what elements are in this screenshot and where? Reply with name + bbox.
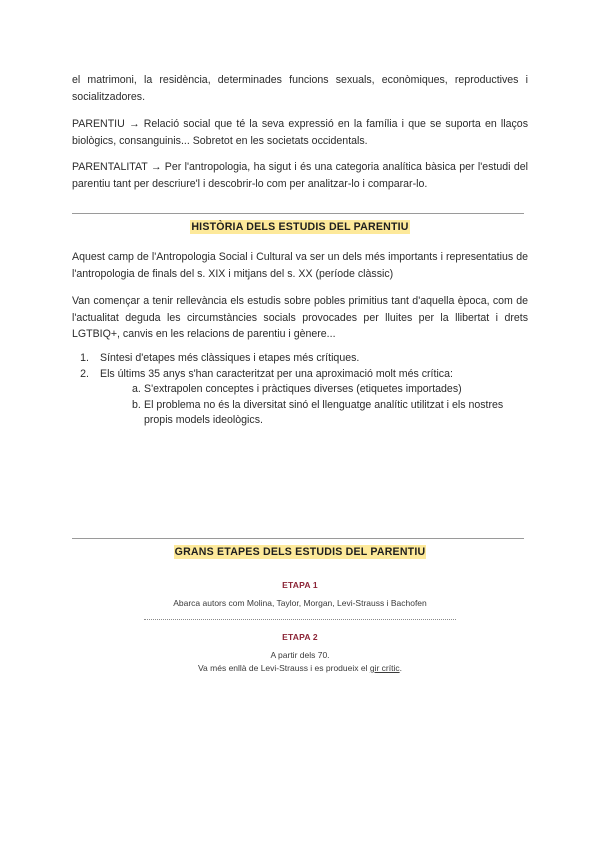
historia-paragraph-2: Van començar a tenir rellevància els estudis sobre pobles primitius tant d'aquella època, com de l'actualitat deguda les circumstàncies socials provocades per lluites per la llibertat i drets LGTBIQ+, canvis en les relacions de parentiu i gènere... bbox=[72, 295, 528, 340]
definition-parentiu bbox=[72, 116, 528, 149]
list-item: 2. Els últims 35 anys s'han caracteritzat per una aproximació molt més crítica: bbox=[80, 367, 453, 380]
section-heading-historia: HISTÒRIA DELS ESTUDIS DEL PARENTIU bbox=[191, 221, 409, 233]
historia-list bbox=[72, 351, 528, 429]
sub-list-item: a. S'extrapolen conceptes i pràctiques diverses (etiquetes importades) bbox=[132, 383, 462, 395]
definition-text: Relació social que té la seva expressió en la família i que se suporta en llaços biològics, consanguinis... Sobretot en les societats occidentals. bbox=[72, 118, 528, 147]
definition-parentalitat bbox=[72, 159, 528, 192]
historia-paragraph-1: Aquest camp de l'Antropologia Social i Cultural va ser un dels més importants i representatius de l'antropologia de finals del s. XIX i mitjans del s. XX (període clàssic) bbox=[72, 251, 528, 280]
section-divider bbox=[72, 538, 524, 539]
section-divider bbox=[72, 213, 524, 214]
list-item: 1. Síntesi d'etapes més clàssiques i etapes més crítiques. bbox=[80, 352, 360, 364]
section-heading-grans-etapes: GRANS ETAPES DELS ESTUDIS DEL PARENTIU bbox=[174, 546, 426, 558]
gir-critic-link[interactable]: gir crític bbox=[369, 663, 400, 673]
arrow-icon: → bbox=[150, 161, 162, 173]
intro-continuation: el matrimoni, la residència, determinades funcions sexuals, econòmiques, reproductives i socialitzadores. bbox=[72, 74, 528, 103]
etapa-2-line-2: Va més enllà de Levi-Strauss i es produeix el gir crític. bbox=[198, 663, 402, 673]
dotted-separator bbox=[144, 619, 456, 620]
definition-text: Per l'antropologia, ha sigut i és una categoria analítica bàsica per l'estudi del parentiu tant per descriure'l i descobrir-lo com per analitzar-lo i comparar-lo. bbox=[72, 161, 528, 190]
definition-term: PARENTALITAT bbox=[72, 161, 148, 173]
etapa-1-title: ETAPA 1 bbox=[282, 580, 318, 590]
arrow-icon: → bbox=[128, 118, 140, 130]
definition-term: PARENTIU bbox=[72, 118, 125, 130]
etapa-1-text: Abarca autors com Molina, Taylor, Morgan, Levi-Strauss i Bachofen bbox=[173, 598, 427, 608]
sub-list-item: b. El problema no és la diversitat sinó el llenguatge analític utilitzat i els nostres propis models ideològics. bbox=[132, 398, 504, 426]
etapa-2-line-1: A partir dels 70. bbox=[270, 650, 330, 660]
etapa-2-title: ETAPA 2 bbox=[282, 632, 318, 642]
